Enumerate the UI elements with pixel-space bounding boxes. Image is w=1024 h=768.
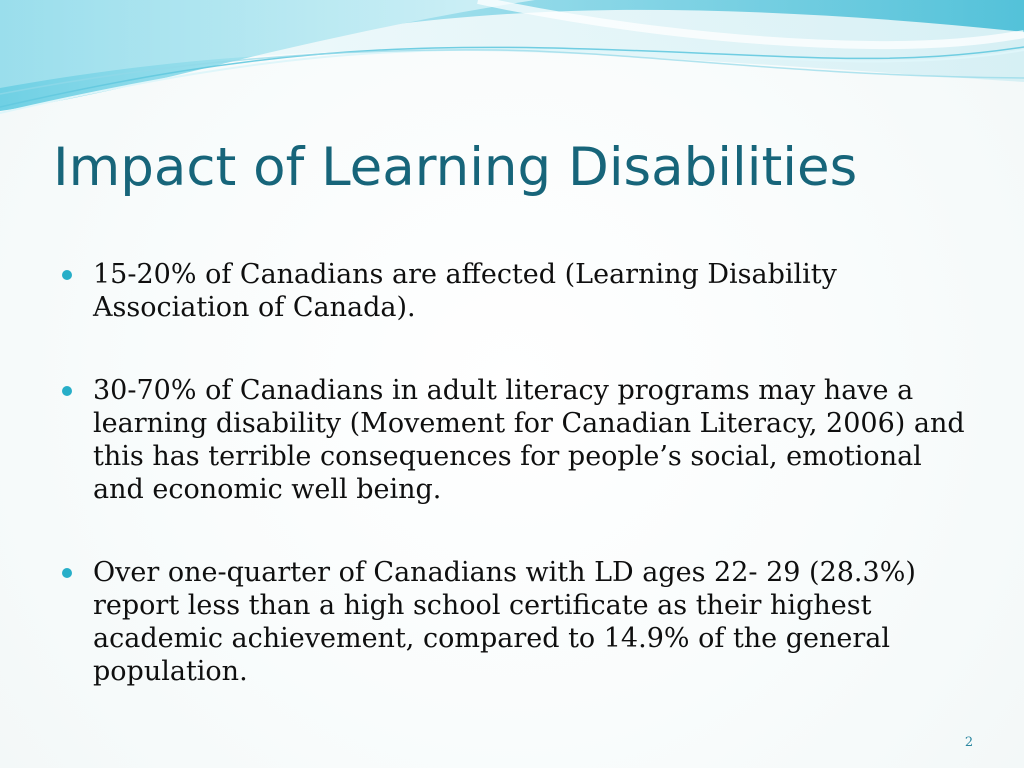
bullet-marker-icon: [62, 270, 72, 280]
bullet-list: [60, 258, 970, 688]
bullet-item-affected-rate: [60, 258, 970, 324]
bullet-marker-icon: [62, 568, 72, 578]
bullet-item-adult-literacy: [60, 374, 970, 506]
bullet-text: Over one-quarter of Canadians with LD ages 22- 29 (28.3%) report less than a high school certificate as their highest academic achievement, compared to 14.9% of the general population.: [93, 557, 916, 687]
bullet-text: 15-20% of Canadians are affected (Learning Disability Association of Canada).: [93, 259, 837, 323]
bullet-text: 30-70% of Canadians in adult literacy programs may have a learning disability (Movement for Canadian Literacy, 2006) and this has terrible consequences for people’s social, emotional and economic well being.: [93, 375, 965, 505]
bullet-marker-icon: [62, 386, 72, 396]
header-wave-decoration: [0, 0, 1024, 120]
bullet-item-education-statistic: [60, 556, 970, 688]
slide-title: Impact of Learning Disabilities: [53, 137, 858, 198]
page-number: 2: [964, 735, 974, 750]
